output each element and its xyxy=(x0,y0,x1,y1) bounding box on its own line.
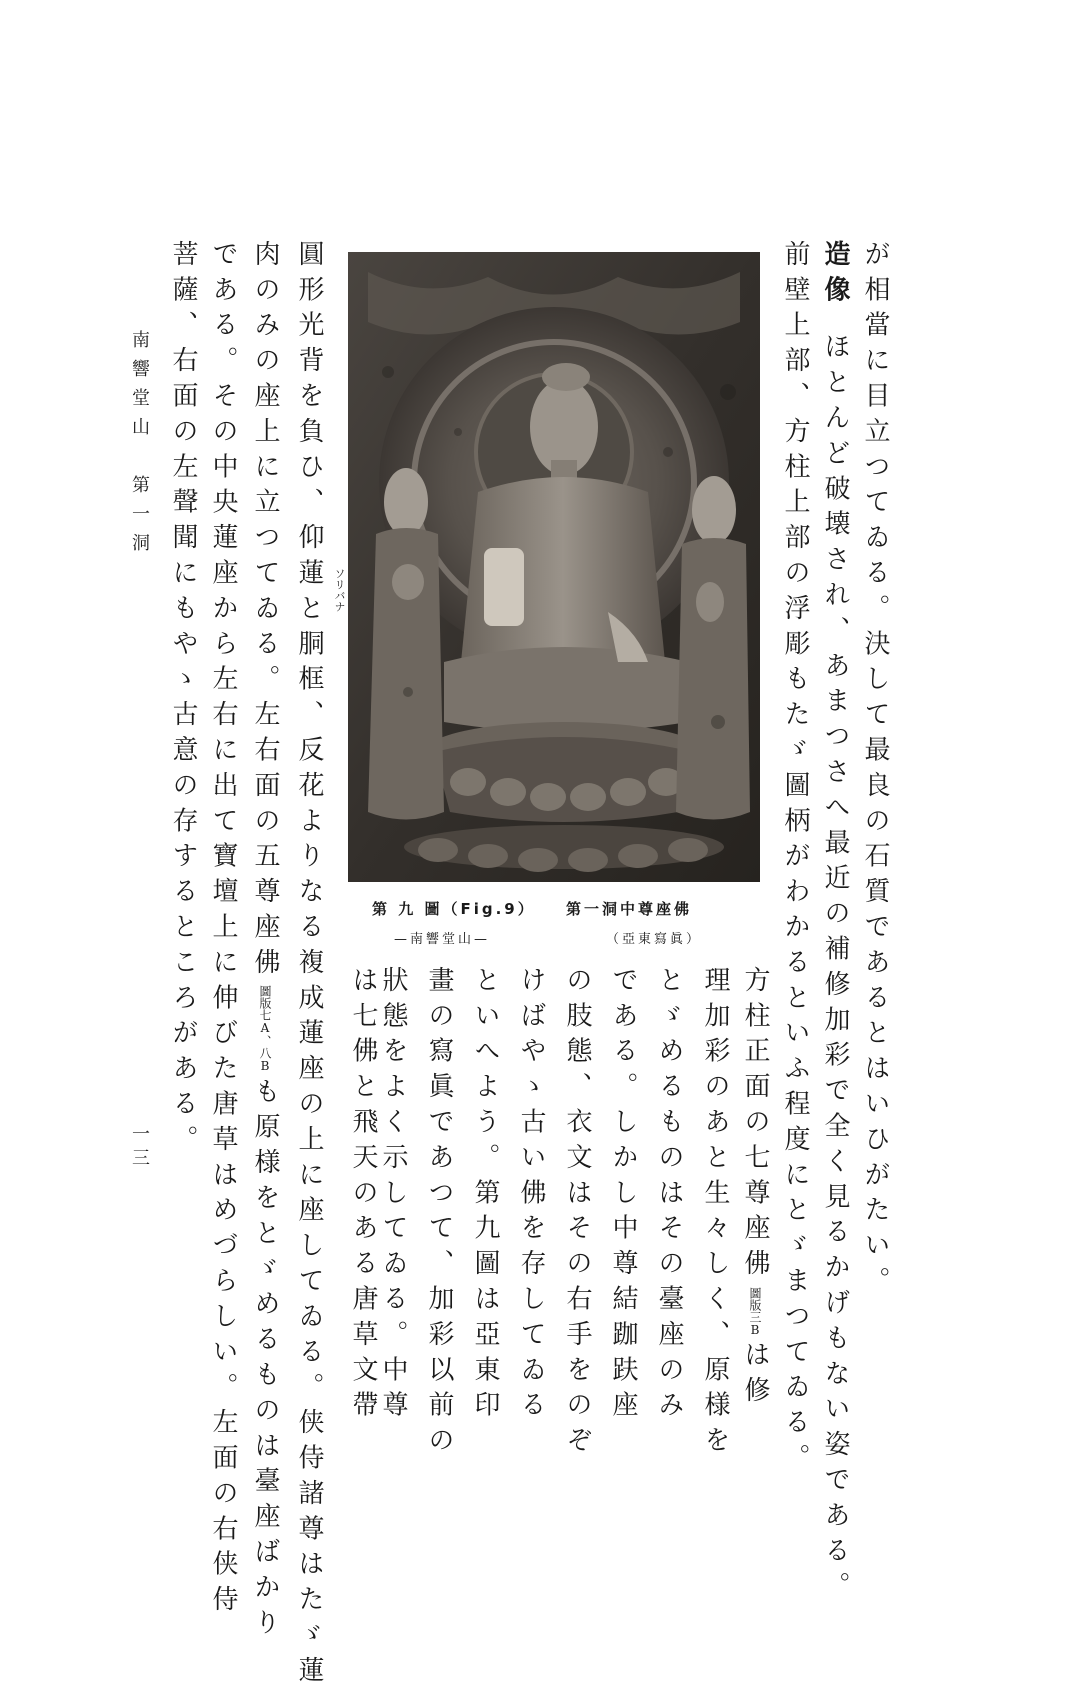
page-number: 一三 xyxy=(129,1124,150,1172)
text-column-14: 圓形光背を負ひ、仰蓮と胴框、反花よりなる複成蓮座の上に座してゐる。侠侍諸尊はたゞ蓮 xyxy=(294,240,324,1691)
text-column-9: けばやゝ古い佛を存してゐる xyxy=(516,966,546,1427)
text-column-15-b: も原様をとゞめるものは臺座ばかり xyxy=(250,1077,280,1644)
text-column-4-a: 方柱正面の七尊座佛 xyxy=(740,966,770,1285)
ruby-sorihana: ソリバナ xyxy=(333,568,346,612)
text-column-2-body: ほとんど破壊され、あまつさへ最近の補修加彩で全く見るかげもない姿である。 xyxy=(820,332,850,1608)
text-column-16: である。その中央蓮座から左右に出て寶壇上に伸びた唐草はめづらしい。左面の右侠侍 xyxy=(208,240,238,1621)
running-title: 南響堂山 第一洞 xyxy=(129,330,150,562)
text-column-17: 菩薩、右面の左聲聞にもやゝ古意の存するところがある。 xyxy=(168,240,198,1161)
photo-buddha-triad xyxy=(348,252,760,882)
text-column-10: といへよう。第九圖は亞東印 xyxy=(470,966,500,1427)
text-column-4 xyxy=(742,966,768,1411)
text-column-2 xyxy=(822,240,848,1607)
text-column-15 xyxy=(252,240,278,1644)
text-column-1: が相當に目立つてゐる。決して最良の石質であるとはいひがたい。 xyxy=(860,240,890,1302)
text-column-3: 前壁上部、方柱上部の浮彫もたゞ圖柄がわかるといふ程度にとゞまつてゐる。 xyxy=(780,240,810,1479)
caption-credit: （亞東寫眞） xyxy=(606,932,703,947)
text-column-13: は七佛と飛天のある唐草文帶 xyxy=(348,966,378,1427)
caption-location: —南響堂山— xyxy=(394,932,491,947)
plate-note-1: 圖版三B xyxy=(748,1286,762,1337)
text-column-5: 理加彩のあと生々しく、原様を xyxy=(700,966,730,1462)
text-column-6: とゞめるものはその臺座のみ xyxy=(654,966,684,1427)
caption-title: 第一洞中尊座佛 xyxy=(566,900,693,918)
caption-figure-number: 第 九 圖（Fig.9） xyxy=(372,900,536,918)
text-column-11: 畫の寫眞であつて、加彩以前の xyxy=(424,966,454,1462)
text-column-4-b: は修 xyxy=(740,1340,770,1412)
section-heading: 造像 xyxy=(820,240,850,311)
text-column-12: 狀態をよく示してゐる。中尊 xyxy=(378,966,408,1427)
text-column-15-a: 肉のみの座上に立つてゐる。左右面の五尊座佛 xyxy=(250,240,280,984)
text-column-7: である。しかし中尊結跏趺座 xyxy=(608,966,638,1427)
photo-illustration xyxy=(348,252,760,882)
text-column-8: の肢態、衣文はその右手をのぞ xyxy=(562,966,592,1462)
plate-note-2: 圖版七A、八B xyxy=(258,985,272,1074)
